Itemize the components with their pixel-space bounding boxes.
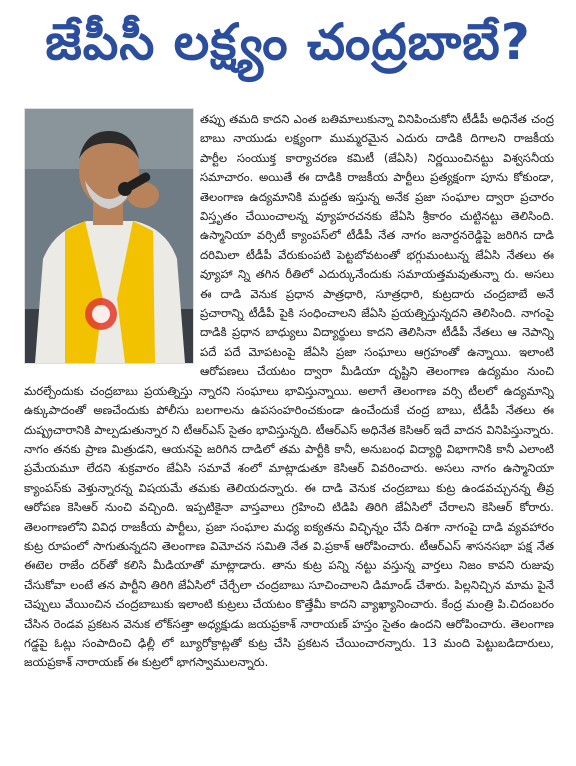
article-body xyxy=(24,110,554,760)
article-paragraph: తప్పు తమది కాదని ఎంత బతిమాలుకున్నా వినిపించుకోని టీడీపీ అధినేత చంద్ర బాబు నాయుడు లక్ష్యంగా ముమ్మరమైన ఎదురు దాడికి దిగాలని రాజకీయ పార్టీల సంయుక్త కార్యాచరణ కమిటీ (జేఏసి) నిర్ణయించినట్టు విశ్వసనీయ సమాచారం. అయితే ఈ దాడికి రాజకీయ పార్టీలు ప్రత్యక్షంగా పూను కోకుండా, తెలంగాణ ఉద్యమానికి మద్దతు ఇస్తున్న అనేక ప్రజా సంఘాల ద్వారా ప్రచారం విస్తృతం చేయించాలన్న వ్యూహరచనకు జేఏసి శ్రీకారం చుట్టినట్టు తెలిసింది. ఉస్మానియా వర్సిటీ క్యాంపస్‌లో టీడీపీ నేత నాగం జనార్దనరెడ్డిపై జరిగిన దాడి దరిమిలా టీడీపీ వేరుకుంపటి పెట్టబోవటంతో భగ్గుమంటున్న జేఏసి నేతలు ఈ వ్యూహా న్ని తగిన రీతిలో ఎదుర్కునేందుకు సమాయత్తమవుతున్నా రు. అసలు ఈ దాడి వెనుక ప్రధాన పాత్రధారి, సూత్రధారి, కుట్రదారు చంద్రబాబే అనే ప్రచారాన్ని టీడీపీ పైకి సంధించాలని జేఏసి ప్రయత్నిస్తున్నదని తెలిసింది. నాగంపై దాడికి ప్రధాన బాధ్యులు విద్యార్థులు కాదని తెలిసినా టీడీపీ నేతలు ఆ నెపాన్ని పదే పదే మోపటంపై జేఏసి ప్రజా సంఘాలు ఆగ్రహంతో ఉన్నాయి. ఇలాంటి ఆరోపణలు చేయటం ద్వారా మీడియా దృష్టిని తెలంగాణ ఉద్యమం నుంచి మరల్చేందుకు చంద్రబాబు ప్రయత్నిస్తు న్నారని సంఘాలు భావిస్తున్నాయి. అలాగే తెలంగాణ వర్సి టీలలో ఉద్యమాన్ని ఉక్కుపాదంతో అణచేందుకు పోలీసు బలగాలను ఉపసంహరించకుండా ఉంచేందుకే చంద్ర బాబు, టీడీపీ నేతలు ఈ దుష్ప్రచారానికి పాల్పడుతున్నార ని టీఆర్ఎస్ సైతం భావిస్తున్నది. టీఆర్ఎస్ అధినేత కెసిఆర్ ఇదే వాదన వినిపిస్తున్నారు. నాగం తనకు ప్రాణ మిత్రుడని, ఆయనపై జరిగిన దాడిలో తమ పార్టీకి కానీ, అనుబంధ విద్యార్థి విభాగానికి కానీ ఎలాంటి ప్రమేయమూ లేదని శుక్రవారం జేఏసి సమావే శంలో మాట్లాడుతూ కెసిఆర్ వివరించారు. అసలు నాగం ఉస్మానియా క్యాంపస్‌కు వెళ్తున్నారన్న విషయమే తమకు తెలియదన్నారు. ఈ దాడి వెనుక చంద్రబాబు కుట్ర ఉండవచ్చునన్న తీవ్ర ఆరోపణ కెసిఆర్ నుంచి వచ్చింది. ఇప్పటికైనా వాస్తవాలు గ్రహించి టిడిపి తిరిగి జేఏసిలో చేరాలని కెసిఆర్ కోరారు. తెలంగాణలోని వివిధ రాజకీయ పార్టీలు, ప్రజా సంఘాల మధ్య ఐక్యతను విచ్ఛిన్నం చేసే దిశగా నాగంపై దాడి వ్యవహారం కుట్ర రూపంలో సాగుతున్నదని తెలంగాణ విమోచన సమితి నేత వి.ప్రకాశ్ ఆరోపించారు. టీఆర్ఎస్ శాసనసభా పక్ష నేత ఈటెల రాజేం దర్‌తో కలిసి మీడియాతో మాట్లాడారు. తాను కుట్ర పన్ని నట్టు వస్తున్న వార్తలు నిజం కావని రుజువు చేసుకోవా లంటే తన పార్టీని తిరిగి జేఏసిలో చేర్చేలా చంద్రబాబు సూచించాలని డిమాండ్ చేశారు. పిల్లనిచ్చిన మామ పైనే చెప్పులు వేయించిన చంద్రబాబుకు ఇలాంటి కుట్రలు చేయటం కొత్తేమీ కాదని వ్యాఖ్యానించారు. కేంద్ర మంత్రి పి.చిదంబరం చేసిన రెండవ ప్రకటన వెనుక లోక్‌సత్తా అధ్యక్షుడు జయప్రకాశ్ నారాయణ్ హస్తం సైతం ఉందని ఆరోపించారు. తెలంగాణ గడ్డపై ఓట్లు సంపాదించి ఢిల్లీ లో బ్యూరోక్రాట్లతో కుట్ర చేసి ప్రకటన చేయించారన్నారు. 13 మంది పెట్టుబడిదారులు, జయప్రకాశ్ నారాయణ్ ఈ కుట్రలో భాగస్వాములన్నారు. xyxy=(24,112,554,670)
headline: జేపీసీ లక్ష్యం చంద్రబాబే? xyxy=(45,12,531,71)
photo-spacer xyxy=(24,110,200,366)
